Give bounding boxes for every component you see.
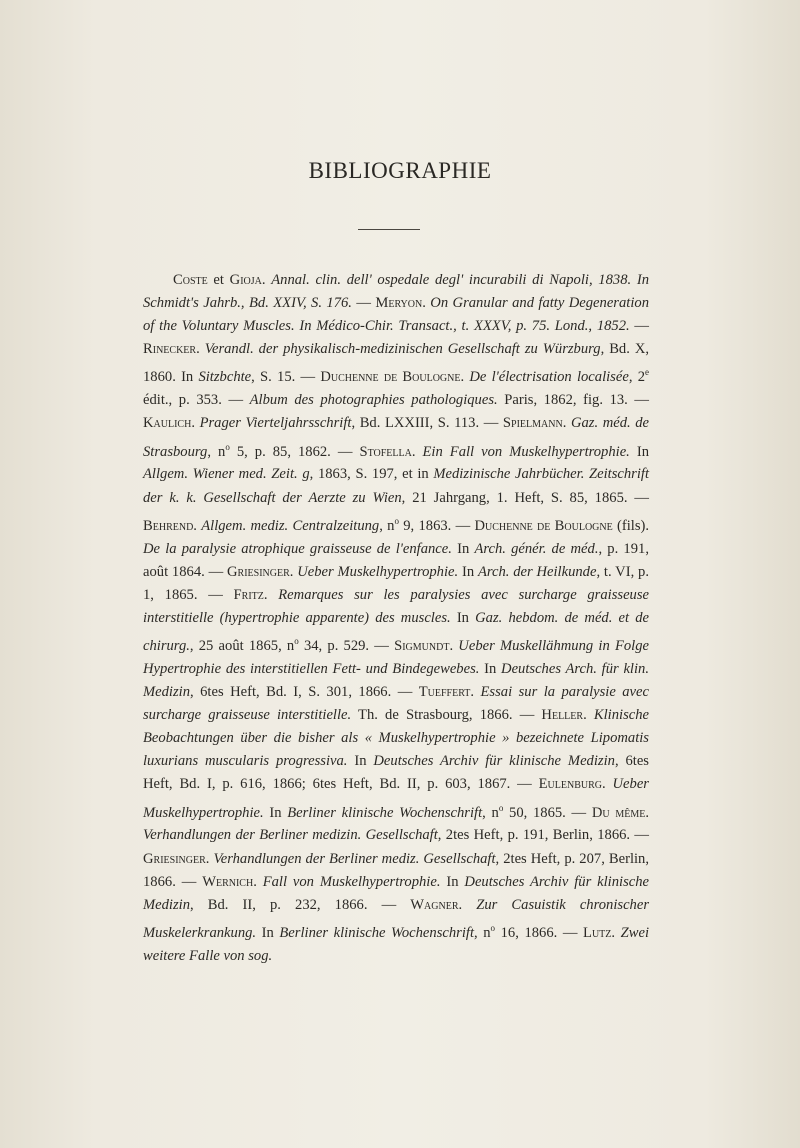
bibliography-text: [143, 269, 649, 968]
title-rule: [358, 229, 420, 230]
bibliography-paragraph: Coste et Gioja. Annal. clin. dell' ospedale degl' incurabili di Napoli, 1838. In Schmidt's Jahrb., Bd. XXIV, S. 176. — Meryon. On Granular and fatty Degeneration of the Voluntary Muscles. In Médico-Chir. Transact., t. XXXV, p. 75. Lond., 1852. — Rinecker. Verandl. der physikalisch-medizinischen Gesellschaft zu Würzburg, Bd. X, 1860. In Sitzbchte, S. 15. — Duchenne de Boulogne. De l'électrisation localisée, 2e édit., p. 353. — Album des photographies pathologiques. Paris, 1862, fig. 13. — Kaulich. Prager Vierteljahrsschrift, Bd. LXXIII, S. 113. — Spielmann. Gaz. méd. de Strasbourg, $n^o$ 5, p. 85, 1862. — Stofella. Ein Fall von Muskelhypertrophie. In Allgem. Wiener med. Zeit. g, 1863, S. 197, et in Medizinische Jahrbücher. Zeitschrift der k. k. Gesellschaft der Aerzte zu Wien, 21 Jahrgang, 1. Heft, S. 85, 1865. — Behrend. Allgem. mediz. Centralzeitung, $n^o$ 9, 1863. — Duchenne de Boulogne (fils). De la paralysie atrophique graisseuse de l'enfance. In Arch. génér. de méd., p. 191, août 1864. — Griesinger. Ueber Muskelhypertrophie. In Arch. der Heilkunde, t. VI, p. 1, 1865. — Fritz. Remarques sur les paralysies avec surcharge graisseuse interstitielle (hypertrophie apparente) des muscles. In Gaz. hebdom. de méd. et de chirurg., 25 août 1865, $n^o$ 34, p. 529. — Sigmundt. Ueber Muskellähmung in Folge Hypertrophie des interstitiellen Fett- und Bindegewebes. In Deutsches Arch. für klin. Medizin, 6tes Heft, Bd. I, S. 301, 1866. — Tueffert. Essai sur la paralysie avec surcharge graisseuse interstitielle. Th. de Strasbourg, 1866. — Heller. Klinische Beobachtungen über die bisher als « Muskelhypertrophie » bezeichnete Lipomatis luxurians muscularis progressiva. In Deutsches Archiv für klinische Medizin, 6tes Heft, Bd. I, p. 616, 1866; 6tes Heft, Bd. II, p. 603, 1867. — Eulenburg. Ueber Muskelhypertrophie. In Berliner klinische Wochenschrift, $n^o$ 50, 1865. — Du même. Verhandlungen der Berliner medizin. Gesellschaft, 2tes Heft, p. 191, Berlin, 1866. — Griesinger. Verhandlungen der Berliner mediz. Gesellschaft, 2tes Heft, p. 207, Berlin, 1866. — Wernich. Fall von Muskelhypertrophie. In Deutsches Archiv für klinische Medizin, Bd. II, p. 232, 1866. — Wagner. Zur Casuistik chronischer Muskelerkrankung. In Berliner klinische Wochenschrift, $n^o$ 16, 1866. — Lutz. Zwei weitere Falle von sog.: [143, 272, 650, 964]
page-title: BIBLIOGRAPHIE: [308, 158, 492, 183]
